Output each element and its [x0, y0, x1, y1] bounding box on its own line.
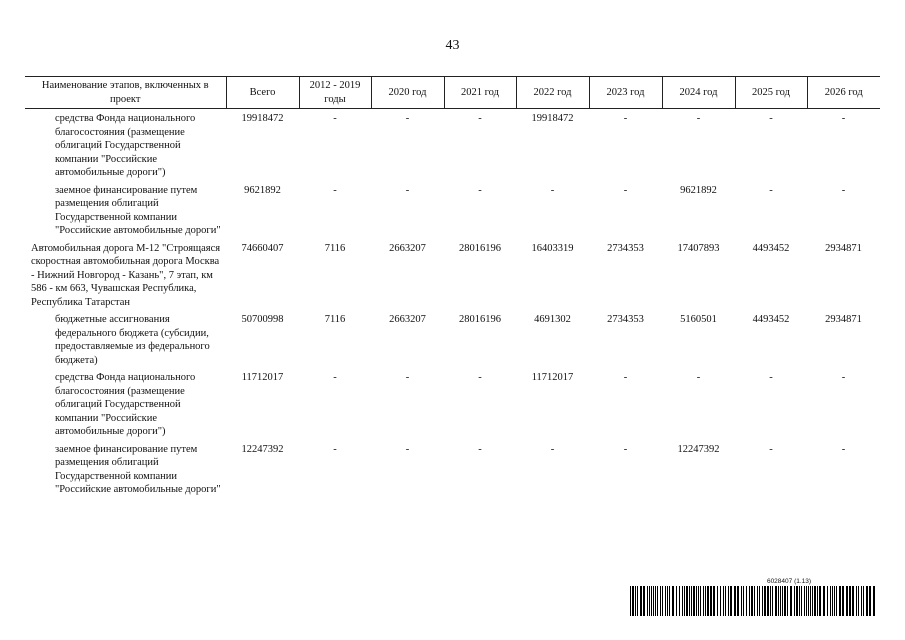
barcode-bar — [863, 586, 864, 616]
header-row — [25, 77, 880, 109]
barcode-bar — [819, 586, 821, 616]
value-cell: 12247392 — [241, 443, 284, 455]
barcode-bar — [873, 586, 875, 616]
barcode-bar — [814, 586, 816, 616]
barcode-bar — [743, 586, 744, 616]
barcode-bar — [700, 586, 701, 616]
value-cell: 4691302 — [534, 314, 571, 325]
value-cell: - — [696, 372, 701, 383]
barcode-bar — [647, 586, 648, 616]
barcode-bar — [720, 586, 721, 616]
value-cell: 19918472 — [241, 113, 284, 124]
barcode-bar — [770, 586, 771, 616]
barcode-bar — [662, 586, 663, 616]
barcode-bar — [723, 586, 724, 616]
value-cell: - — [405, 443, 410, 455]
value-cell: - — [478, 113, 482, 124]
barcode-bar — [856, 586, 857, 616]
table-row — [25, 184, 880, 242]
barcode-bar — [790, 586, 792, 616]
barcode-bar — [852, 586, 854, 616]
header-2026: 2026 год — [807, 77, 880, 109]
barcode-image — [630, 586, 878, 616]
value-cell: 9621892 — [680, 184, 717, 196]
barcode-bar — [827, 586, 828, 616]
value-cell: 17407893 — [677, 242, 720, 254]
value-cell: 7116 — [324, 314, 346, 325]
barcode-bar — [667, 586, 668, 616]
barcode-bar — [772, 586, 773, 616]
value-cell: - — [333, 372, 337, 383]
barcode-bar — [665, 586, 666, 616]
value-cell: - — [841, 372, 846, 383]
header-2023: 2023 год — [589, 77, 662, 109]
barcode-bar — [637, 586, 638, 616]
value-cell: - — [333, 184, 337, 196]
value-cell: - — [769, 372, 773, 383]
barcode-caption: 6028407 (1.13) — [766, 578, 812, 585]
barcode-bar — [846, 586, 848, 616]
funding-source-cell: заемное финансирование путем размещения облигаций Государственной компании "Российские автомобильные дороги" — [55, 184, 221, 236]
barcode-bar — [834, 586, 835, 616]
header-2020: 2020 год — [371, 77, 444, 109]
barcode-bar — [861, 586, 862, 616]
barcode-bar — [832, 586, 833, 616]
value-cell: - — [769, 113, 773, 124]
barcode-bar — [801, 586, 802, 616]
stage-name-cell: Автомобильная дорога М-12 "Строящаяся скоростная автомобильная дорога Москва - Нижний Новгород - Казань", 7 этап, км 586 - км 663, Чувашская Республика, Республика Татарстан — [31, 242, 221, 308]
barcode-bar — [784, 586, 786, 616]
barcode-bar — [686, 586, 688, 616]
funding-source-cell: бюджетные ассигнования федерального бюджета (субсидии, предоставляемые из федерального бюджета) — [55, 314, 210, 366]
value-cell: - — [333, 443, 337, 455]
barcode-bar — [866, 586, 868, 616]
barcode-bar — [780, 586, 781, 616]
barcode-bar — [643, 586, 645, 616]
value-cell: - — [405, 372, 410, 383]
header-2025: 2025 год — [735, 77, 807, 109]
header-stage-name: Наименование этапов, включенных в проект — [25, 77, 226, 109]
barcode-bar — [640, 586, 642, 616]
value-cell: 2734353 — [607, 242, 644, 254]
barcode-bar — [689, 586, 690, 616]
barcode-bar — [635, 586, 636, 616]
value-cell: 28016196 — [459, 314, 501, 325]
header-2012-2019: 2012 - 2019 годы — [299, 77, 371, 109]
value-cell: - — [405, 113, 410, 124]
value-cell: - — [550, 443, 555, 455]
value-cell: 5160501 — [680, 314, 717, 325]
value-cell: 9621892 — [244, 184, 281, 196]
barcode-bar — [651, 586, 652, 616]
table-row — [25, 371, 880, 443]
barcode-bar — [691, 586, 692, 616]
barcode-bar — [806, 586, 807, 616]
barcode-bar — [808, 586, 809, 616]
barcode-bar — [684, 586, 685, 616]
table-row — [25, 242, 880, 314]
table-row — [25, 313, 880, 371]
value-cell: - — [769, 443, 773, 455]
value-cell: - — [478, 184, 482, 196]
value-cell: - — [478, 443, 482, 455]
barcode-bar — [669, 586, 670, 616]
barcode-bar — [730, 586, 732, 616]
value-cell: 28016196 — [459, 242, 501, 254]
value-cell: - — [478, 372, 482, 383]
barcode-bar — [703, 586, 704, 616]
barcode-bar — [830, 586, 831, 616]
barcode-bar — [657, 586, 658, 616]
barcode-bar — [762, 586, 763, 616]
table-row — [25, 443, 880, 501]
header-2024: 2024 год — [662, 77, 735, 109]
barcode-bar — [734, 586, 736, 616]
value-cell: 4493452 — [752, 314, 790, 325]
header-total: Всего — [226, 77, 299, 109]
barcode-bar — [782, 586, 783, 616]
barcode-bar — [655, 586, 656, 616]
value-cell: 2663207 — [389, 242, 426, 254]
value-cell: - — [333, 113, 337, 124]
barcode-bar — [775, 586, 777, 616]
barcode-bar — [660, 586, 661, 616]
barcode-bar — [858, 586, 859, 616]
value-cell: - — [841, 184, 846, 196]
barcode-bar — [672, 586, 674, 616]
barcode-bar — [676, 586, 677, 616]
value-cell: 12247392 — [677, 443, 720, 455]
value-cell: 16403319 — [531, 242, 574, 254]
value-cell: - — [841, 443, 846, 455]
barcode-bar — [710, 586, 712, 616]
value-cell: 4493452 — [752, 242, 790, 254]
value-cell: - — [623, 372, 628, 383]
barcode-bar — [725, 586, 726, 616]
value-cell: 2934871 — [825, 242, 862, 254]
barcode-bar — [746, 586, 747, 616]
value-cell: 74660407 — [241, 242, 284, 254]
barcode-bar — [764, 586, 766, 616]
barcode-bar — [794, 586, 795, 616]
barcode-bar — [741, 586, 742, 616]
barcode-bar — [799, 586, 800, 616]
barcode — [630, 578, 878, 616]
barcode-bar — [869, 586, 871, 616]
value-cell: 2734353 — [607, 314, 644, 325]
table-header — [25, 77, 880, 109]
barcode-bar — [705, 586, 706, 616]
barcode-bar — [759, 586, 760, 616]
value-cell: - — [769, 184, 773, 196]
barcode-bar — [757, 586, 758, 616]
barcode-bar — [707, 586, 709, 616]
barcode-bar — [810, 586, 811, 616]
barcode-bar — [632, 586, 634, 616]
value-cell: - — [841, 113, 846, 124]
barcode-bar — [839, 586, 841, 616]
funding-source-cell: средства Фонда национального благосостояния (размещение облигаций Государственной компании "Российские автомобильные дороги") — [55, 372, 196, 437]
barcode-bar — [804, 586, 805, 616]
table-row — [25, 109, 880, 184]
value-cell: - — [623, 113, 628, 124]
value-cell: - — [405, 184, 410, 196]
value-cell: - — [696, 113, 701, 124]
barcode-bar — [749, 586, 750, 616]
value-cell: - — [623, 443, 628, 455]
barcode-bar — [696, 586, 697, 616]
page-number: 43 — [445, 38, 460, 53]
value-cell: - — [550, 184, 555, 196]
barcode-bar — [849, 586, 851, 616]
funding-source-cell: заемное финансирование путем размещения облигаций Государственной компании "Российские автомобильные дороги" — [55, 443, 221, 495]
barcode-bar — [823, 586, 825, 616]
barcode-bar — [751, 586, 753, 616]
barcode-bar — [630, 586, 631, 616]
value-cell: 19918472 — [531, 113, 574, 124]
table-body — [25, 109, 880, 501]
barcode-bar — [754, 586, 755, 616]
barcode-bar — [682, 586, 683, 616]
barcode-bar — [796, 586, 798, 616]
barcode-bar — [812, 586, 813, 616]
value-cell: 50700998 — [241, 314, 284, 325]
barcode-bar — [842, 586, 844, 616]
barcode-bar — [713, 586, 715, 616]
barcode-bar — [778, 586, 779, 616]
value-cell: 7116 — [324, 242, 346, 254]
barcode-bar — [717, 586, 718, 616]
barcode-bar — [693, 586, 695, 616]
barcode-bar — [649, 586, 650, 616]
header-2022: 2022 год — [516, 77, 589, 109]
value-cell: 2934871 — [825, 314, 862, 325]
value-cell: - — [623, 184, 628, 196]
barcode-bar — [728, 586, 729, 616]
barcode-bar — [698, 586, 699, 616]
barcode-bar — [836, 586, 837, 616]
barcode-bar — [817, 586, 818, 616]
financing-table — [25, 76, 880, 501]
value-cell: 11712017 — [531, 372, 574, 383]
funding-source-cell: средства Фонда национального благосостояния (размещение облигаций Государственной компании "Российские автомобильные дороги") — [55, 113, 196, 178]
value-cell: 11712017 — [241, 372, 284, 383]
header-2021: 2021 год — [444, 77, 516, 109]
barcode-bar — [787, 586, 788, 616]
barcode-bar — [653, 586, 654, 616]
barcode-bar — [767, 586, 769, 616]
barcode-bar — [679, 586, 680, 616]
barcode-bar — [737, 586, 739, 616]
value-cell: 2663207 — [389, 314, 426, 325]
